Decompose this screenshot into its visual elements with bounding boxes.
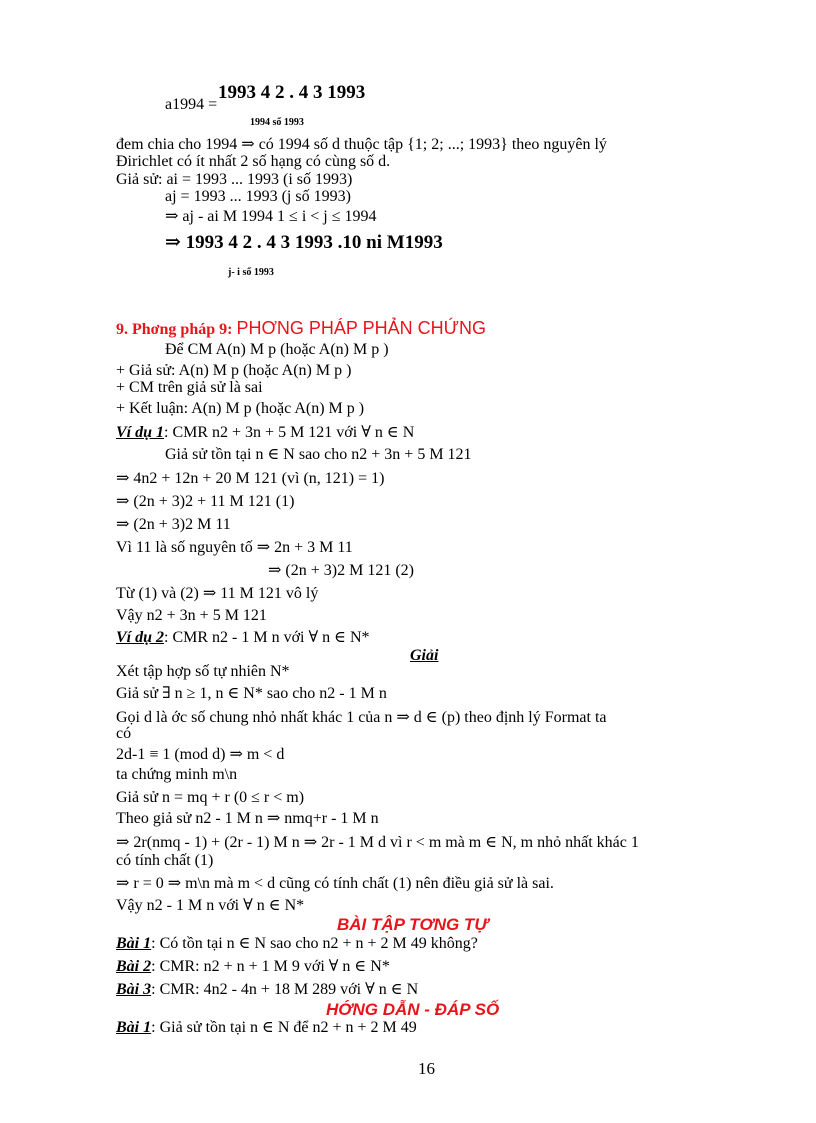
example-2-text: : CMR n2 - 1 M n với ∀ n ∈ N* <box>164 629 370 646</box>
exercise-3-text: : CMR: 4n2 - 4n + 18 M 289 với ∀ n ∈ N <box>151 981 419 998</box>
section-title <box>116 319 486 339</box>
text-line: Đirichlet có ít nhất 2 số hạng có cùng số d. <box>116 153 391 170</box>
text-line: có <box>116 725 132 742</box>
text-line: Theo giả sử n2 - 1 M n ⇒ nmq+r - 1 M n <box>116 810 379 827</box>
exercises-title: BÀI TẬP TƠNG TỰ <box>337 915 489 934</box>
text-line: Xét tập hợp số tự nhiên N* <box>116 663 290 680</box>
example-2-heading <box>116 629 370 647</box>
text-line: đem chia cho 1994 ⇒ có 1994 số d thuộc tập {1; 2; ...; 1993} theo nguyên lý <box>116 136 607 153</box>
example-1-label: Ví dụ 1 <box>116 424 165 441</box>
a1994-underbrace-label: 1994 số 1993 <box>250 117 304 128</box>
text-line: Vậy n2 - 1 M n với ∀ n ∈ N* <box>116 897 305 914</box>
formula-underbrace-label: j- i số 1993 <box>228 267 274 278</box>
text-line: Từ (1) và (2) ⇒ 11 M 121 vô lý <box>116 585 319 602</box>
text-line: Giả sử n = mq + r (0 ≤ r < m) <box>116 789 305 806</box>
section-title-prefix: 9. Phơng pháp 9: <box>116 321 233 338</box>
text-line: Giả sử: ai = 1993 ... 1993 (i số 1993) <box>116 171 353 188</box>
answer-1 <box>116 1019 417 1037</box>
text-line: ⇒ (2n + 3)2 M 11 <box>116 516 231 533</box>
text-line: ⇒ 2r(nmq - 1) + (2r - 1) M n ⇒ 2r - 1 M d vì r < m mà m ∈ N, m nhỏ nhất khác 1 <box>116 834 639 851</box>
text-line: Vì 11 là số nguyên tố ⇒ 2n + 3 M 11 <box>116 539 353 556</box>
text-line: ⇒ r = 0 ⇒ m\n mà m < d cũng có tính chất (1) nên điều giả sử là sai. <box>116 875 554 892</box>
example-1-heading <box>116 424 414 442</box>
text-line: Giả sử tồn tại n ∈ N sao cho n2 + 3n + 5 M 121 <box>165 446 472 463</box>
text-line: ta chứng minh m\n <box>116 766 238 783</box>
text-line: Gọi d là ớc số chung nhỏ nhất khác 1 của n ⇒ d ∈ (p) theo định lý Format ta <box>116 709 607 726</box>
text-line: + Giả sử: A(n) M p (hoặc A(n) M p ) <box>116 362 352 379</box>
page-number: 16 <box>418 1059 435 1078</box>
exercise-3-label: Bài 3 <box>116 981 152 998</box>
exercise-2-label: Bài 2 <box>116 958 152 975</box>
text-line: + Kết luận: A(n) M p (hoặc A(n) M p ) <box>116 400 365 417</box>
section-title-red: PHƠNG PHÁP PHẢN CHỨNG <box>236 318 486 338</box>
text-line: có tính chất (1) <box>116 852 214 869</box>
solution-heading: Giải <box>410 647 439 664</box>
exercise-2 <box>116 958 390 976</box>
text-line: ⇒ 4n2 + 12n + 20 M 121 (vì (n, 121) = 1) <box>116 470 385 487</box>
answers-title: HỚNG DẪN - ĐÁP SỐ <box>326 1000 500 1019</box>
a1994-label: a1994 = <box>165 96 218 113</box>
example-1-text: : CMR n2 + 3n + 5 M 121 với ∀ n ∈ N <box>164 424 415 441</box>
text-line: + CM trên giả sử là sai <box>116 379 263 396</box>
exercise-1 <box>116 935 478 953</box>
exercise-1-label: Bài 1 <box>116 935 152 952</box>
text-line: Giả sử ∃ n ≥ 1, n ∈ N* sao cho n2 - 1 M n <box>116 685 387 702</box>
formula-line: ⇒ 1993 4 2 . 4 3 1993 .10 ni M1993 <box>165 232 443 253</box>
text-line: Vậy n2 + 3n + 5 M 121 <box>116 607 267 624</box>
answer-1-label: Bài 1 <box>116 1019 152 1036</box>
a1994-expression: 1993 4 2 . 4 3 1993 <box>218 82 366 103</box>
text-line: ⇒ aj - ai M 1994 1 ≤ i < j ≤ 1994 <box>165 208 377 225</box>
text-line: ⇒ (2n + 3)2 + 11 M 121 (1) <box>116 493 295 510</box>
text-line: aj = 1993 ... 1993 (j số 1993) <box>165 188 351 205</box>
exercise-1-text: : Có tồn tại n ∈ N sao cho n2 + n + 2 M 49 không? <box>151 935 478 952</box>
exercise-2-text: : CMR: n2 + n + 1 M 9 với ∀ n ∈ N* <box>151 958 390 975</box>
text-line: 2d-1 ≡ 1 (mod d) ⇒ m < d <box>116 746 285 763</box>
text-line: Để CM A(n) M p (hoặc A(n) M p ) <box>165 341 389 358</box>
example-2-label: Ví dụ 2 <box>116 629 165 646</box>
answer-1-text: : Giả sử tồn tại n ∈ N để n2 + n + 2 M 49 <box>151 1019 417 1036</box>
exercise-3 <box>116 981 418 999</box>
text-line: ⇒ (2n + 3)2 M 121 (2) <box>268 562 414 579</box>
